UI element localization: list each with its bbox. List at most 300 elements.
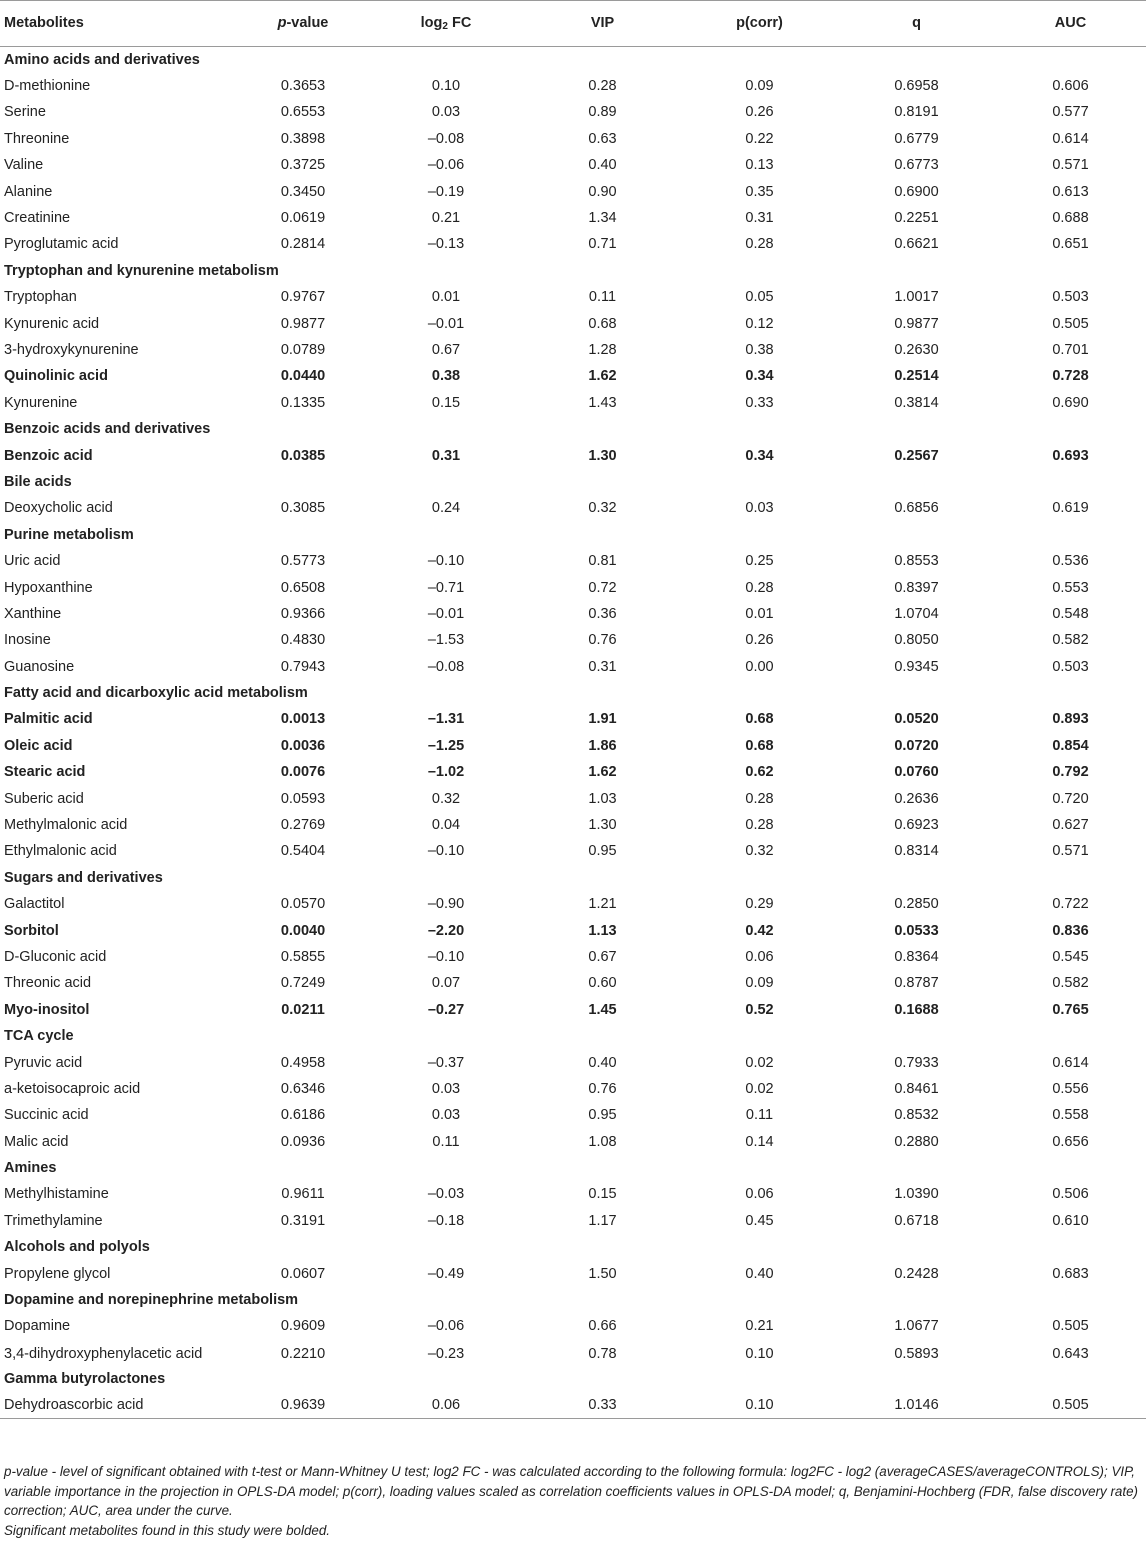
auc-cell: 0.505 [1052,1318,1089,1335]
q-value-cell: 0.2251 [894,210,939,227]
pcorr-cell: 0.34 [745,368,774,385]
p-value-cell: 0.6186 [280,1107,326,1124]
metabolite-name-cell: Palmitic acid [4,711,93,728]
vip-cell: 0.81 [588,553,617,570]
pcorr-cell: 0.34 [745,447,774,464]
table-header [0,1,1146,47]
table-row [0,601,1146,627]
metabolite-name-cell: Serine [4,104,46,121]
log2-fc-cell: 0.10 [431,78,461,95]
metabolite-name-cell: Quinolinic acid [4,368,108,385]
metabolite-name-cell: Tryptophan [4,289,77,306]
header-p-value [238,1,368,47]
metabolite-name-cell: Suberic acid [4,790,84,807]
q-value-cell: 0.3814 [894,394,939,411]
p-value-cell: 0.6346 [280,1080,326,1097]
table-row [0,917,1146,943]
table-row [0,627,1146,653]
p-value-cell: 0.3450 [280,183,326,200]
section-row [0,680,1146,706]
q-value-cell: 0.8532 [894,1107,939,1124]
auc-cell: 0.614 [1052,130,1089,147]
q-value-cell: 0.2428 [894,1265,939,1282]
q-value-cell: 0.6900 [894,183,939,200]
p-value-cell: 0.0385 [280,447,326,464]
log2-fc-cell: –0.10 [427,948,465,965]
section-label: Gamma butyrolactones [4,1371,166,1388]
table-row [0,1181,1146,1207]
metabolite-name-cell: Dehydroascorbic acid [0,1392,238,1418]
log2-fc-cell: 0.07 [431,975,461,992]
footnote-significance: Significant metabolites found in this study were bolded. [4,1522,331,1538]
p-value-cell: 0.9609 [280,1318,326,1335]
p-value-cell: 0.5855 [280,948,326,965]
log2-fc-cell: –0.10 [427,553,465,570]
section-row [0,258,1146,284]
p-value-cell: 0.9366 [280,605,326,622]
auc-cell: 0.577 [1052,104,1089,121]
table-footnote [4,1462,1142,1540]
pcorr-cell: 0.03 [745,500,774,517]
table-row [0,838,1146,864]
section-row [0,1023,1146,1049]
p-value-cell: 0.6508 [280,579,326,596]
p-value-cell: 0.0440 [280,368,326,385]
q-value-cell: 0.2850 [894,896,939,913]
pcorr-cell: 0.33 [745,394,774,411]
p-value-cell: 0.7943 [280,658,326,675]
log2-fc-cell: –0.49 [427,1265,465,1282]
pcorr-cell: 0.25 [745,553,774,570]
table-row [0,126,1146,152]
pcorr-cell: 0.28 [745,790,774,807]
table-row [0,1260,1146,1286]
log2-fc-cell: –0.13 [427,236,465,253]
pcorr-cell: 0.28 [745,236,774,253]
table-row [0,178,1146,204]
pcorr-cell: 0.42 [745,922,774,939]
p-value-cell: 0.0593 [280,790,326,807]
pcorr-cell: 0.62 [745,764,774,781]
vip-cell: 0.40 [588,1054,617,1071]
pcorr-cell: 0.26 [745,632,774,649]
section-label: Sugars and derivatives [4,869,163,886]
table-row [0,390,1146,416]
metabolite-name-cell: Xanthine [4,605,62,622]
table-row [0,1313,1146,1339]
section-label: Bile acids [4,473,72,490]
metabolite-name-cell: Benzoic acid [4,447,93,464]
auc-cell: 0.505 [995,1392,1146,1418]
p-value-cell: 0.9639 [238,1392,368,1418]
auc-cell: 0.728 [1052,368,1089,385]
p-value-cell: 0.9611 [281,1186,325,1203]
q-value-cell: 0.6923 [894,817,939,834]
auc-cell: 0.720 [1052,790,1089,807]
log2-fc-cell: 0.38 [431,368,461,385]
table-row [0,944,1146,970]
vip-cell: 0.90 [588,183,617,200]
auc-cell: 0.610 [1052,1212,1089,1229]
q-value-cell: 1.0677 [894,1318,939,1335]
vip-cell: 0.66 [588,1318,617,1335]
section-label: Purine metabolism [4,526,134,543]
table-row [0,812,1146,838]
vip-cell: 1.08 [588,1133,617,1150]
q-value-cell: 0.8553 [894,553,939,570]
q-value-cell: 0.6773 [894,157,939,174]
pcorr-cell: 0.32 [745,843,774,860]
vip-cell: 0.71 [588,236,617,253]
q-value-cell: 0.0760 [894,764,939,781]
log2-fc-cell: 0.06 [368,1392,524,1418]
q-value-cell: 0.0720 [894,737,939,754]
vip-cell: 0.28 [588,78,617,95]
section-row [0,416,1146,442]
vip-cell: 0.95 [588,843,617,860]
q-value-cell: 0.0520 [894,711,939,728]
table-row [0,1208,1146,1234]
log2-fc-cell: –0.10 [427,843,465,860]
pcorr-cell: 0.13 [745,157,774,174]
log2-fc-cell: 0.67 [431,341,461,358]
metabolite-name-cell: D-methionine [4,78,91,95]
p-value-cell: 0.0040 [280,922,326,939]
p-value-cell: 0.5404 [280,843,326,860]
section-label: TCA cycle [4,1028,74,1045]
log2-fc-cell: 0.01 [431,289,461,306]
vip-cell: 1.43 [588,394,617,411]
header-log2-fc-suffix: FC [447,15,472,31]
auc-cell: 0.558 [1052,1107,1089,1124]
header-q: q [838,1,995,47]
auc-cell: 0.693 [1052,447,1089,464]
p-value-cell: 0.0936 [280,1133,326,1150]
log2-fc-cell: 0.32 [431,790,461,807]
auc-cell: 0.651 [1052,236,1089,253]
metabolite-name-cell: 3,4-dihydroxyphenylacetic acid [4,1345,203,1362]
p-value-cell: 0.7249 [280,975,326,992]
pcorr-cell: 0.28 [745,579,774,596]
vip-cell: 1.30 [588,447,617,464]
table-row [0,73,1146,99]
log2-fc-cell: –2.20 [427,922,465,939]
q-value-cell: 0.1688 [894,1001,939,1018]
auc-cell: 0.503 [1052,658,1089,675]
table-row [0,997,1146,1023]
table-row [0,1129,1146,1155]
q-value-cell: 0.6718 [894,1212,939,1229]
table-row [0,205,1146,231]
pcorr-cell: 0.10 [681,1392,838,1418]
metabolite-name-cell: Valine [4,157,44,174]
log2-fc-cell: –0.18 [427,1212,465,1229]
vip-cell: 0.15 [588,1186,617,1203]
auc-cell: 0.553 [1052,579,1089,596]
vip-cell: 1.50 [588,1265,617,1282]
vip-cell: 1.91 [588,711,617,728]
metabolite-name-cell: Pyroglutamic acid [4,236,119,253]
table-row [0,706,1146,732]
metabolite-name-cell: Oleic acid [4,737,73,754]
log2-fc-cell: –0.01 [427,315,465,332]
p-value-cell: 0.4958 [280,1054,326,1071]
section-row [0,1234,1146,1260]
pcorr-cell: 0.02 [745,1080,774,1097]
metabolite-name-cell: Guanosine [4,658,75,675]
q-value-cell: 0.9345 [894,658,939,675]
header-p-value-italic: p [277,15,287,31]
log2-fc-cell: –0.06 [427,157,465,174]
auc-cell: 0.571 [1052,843,1089,860]
section-label: Alcohols and polyols [4,1239,150,1256]
vip-cell: 0.32 [588,500,617,517]
p-value-cell: 0.2814 [280,236,326,253]
section-row [0,1287,1146,1313]
auc-cell: 0.548 [1052,605,1089,622]
q-value-cell: 0.6621 [894,236,939,253]
auc-cell: 0.582 [1052,632,1089,649]
q-value-cell: 0.5893 [894,1345,939,1362]
log2-fc-cell: –0.27 [427,1001,465,1018]
pcorr-cell: 0.38 [745,341,774,358]
header-vip: VIP [524,1,681,47]
q-value-cell: 0.8314 [894,843,939,860]
vip-cell: 1.03 [588,790,617,807]
p-value-cell: 0.2210 [280,1345,326,1362]
log2-fc-cell: 0.11 [432,1133,460,1150]
q-value-cell: 0.2514 [894,368,939,385]
section-row [0,865,1146,891]
pcorr-cell: 0.40 [745,1265,774,1282]
metabolite-name-cell: D-Gluconic acid [4,948,107,965]
p-value-cell: 0.6553 [280,104,326,121]
table-row [0,442,1146,468]
p-value-cell: 0.0036 [280,737,326,754]
log2-fc-cell: –1.02 [427,764,465,781]
pcorr-cell: 0.06 [745,948,774,965]
section-row [0,522,1146,548]
pcorr-cell: 0.11 [745,1107,774,1124]
q-value-cell: 0.8191 [894,104,939,121]
vip-cell: 0.36 [588,605,617,622]
metabolite-name-cell: Hypoxanthine [4,579,93,596]
vip-cell: 0.40 [588,157,617,174]
vip-cell: 0.67 [588,948,617,965]
auc-cell: 0.627 [1052,817,1089,834]
p-value-cell: 0.0211 [281,1001,325,1018]
footnote-abbreviations: p-value - level of significant obtained with t-test or Mann-Whitney U test; log2 FC - was calculated according to the following formula: log2FC - log2 (averageCASES/averageCONTROLS); VIP, variable importance in the projection in OPLS-DA model; p(corr), loading values scaled as correlation coefficients values in OPLS-DA model; q, Benjamini-Hochberg (FDR, false discovery rate) correction; AUC, area under the curve. [4,1464,1138,1519]
p-value-cell: 0.0013 [280,711,326,728]
vip-cell: 1.28 [588,341,617,358]
vip-cell: 0.72 [588,579,617,596]
q-value-cell: 0.2567 [894,447,939,464]
pcorr-cell: 0.68 [745,737,774,754]
metabolite-name-cell: Deoxycholic acid [4,500,113,517]
vip-cell: 1.86 [588,737,617,754]
p-value-cell: 0.4830 [280,632,326,649]
p-value-cell: 0.3191 [280,1212,326,1229]
vip-cell: 1.62 [588,764,617,781]
table-row [0,733,1146,759]
auc-cell: 0.614 [1052,1054,1089,1071]
metabolite-name-cell: Methylhistamine [4,1186,109,1203]
header-log2-fc-sub: 2 [442,21,448,32]
section-row [0,47,1146,73]
log2-fc-cell: –0.23 [427,1345,465,1362]
table-body [0,47,1146,1419]
vip-cell: 1.45 [588,1001,617,1018]
log2-fc-cell: –1.25 [427,737,465,754]
auc-cell: 0.765 [1052,1001,1089,1018]
log2-fc-cell: –0.90 [427,896,465,913]
vip-cell: 0.63 [588,130,617,147]
pcorr-cell: 0.12 [745,315,774,332]
table-row [0,759,1146,785]
vip-cell: 0.89 [588,104,617,121]
metabolite-name-cell: Sorbitol [4,922,59,939]
table-row [0,1340,1146,1366]
q-value-cell: 1.0704 [894,605,939,622]
log2-fc-cell: 0.03 [431,104,461,121]
log2-fc-cell: 0.03 [431,1080,461,1097]
auc-cell: 0.506 [1052,1186,1089,1203]
q-value-cell: 0.6856 [894,500,939,517]
p-value-cell: 0.0619 [280,210,326,227]
pcorr-cell: 0.26 [745,104,774,121]
section-row [0,469,1146,495]
q-value-cell: 1.0017 [894,289,939,306]
metabolite-name-cell: 3-hydroxykynurenine [4,341,139,358]
table-row [0,1392,1146,1418]
table-row [0,495,1146,521]
q-value-cell: 0.2636 [894,790,939,807]
vip-cell: 0.95 [588,1107,617,1124]
auc-cell: 0.893 [1052,711,1089,728]
metabolite-name-cell: Threonic acid [4,975,92,992]
pcorr-cell: 0.45 [745,1212,774,1229]
q-value-cell: 0.8787 [894,975,939,992]
auc-cell: 0.722 [1052,896,1089,913]
q-value-cell: 0.2630 [894,341,939,358]
header-pcorr: p(corr) [681,1,838,47]
p-value-cell: 0.3085 [280,500,326,517]
vip-cell: 1.17 [588,1212,617,1229]
metabolite-name-cell: Ethylmalonic acid [4,843,117,860]
p-value-cell: 0.9767 [280,289,326,306]
log2-fc-cell: 0.03 [431,1107,461,1124]
p-value-cell: 0.2769 [280,817,326,834]
table-row [0,284,1146,310]
auc-cell: 0.619 [1052,500,1089,517]
metabolite-name-cell: Creatinine [4,210,71,227]
table-row [0,970,1146,996]
log2-fc-cell: –1.31 [427,711,465,728]
vip-cell: 1.30 [588,817,617,834]
auc-cell: 0.854 [1052,737,1089,754]
table-row [0,337,1146,363]
log2-fc-cell: –0.06 [427,1318,465,1335]
table-row [0,891,1146,917]
vip-cell: 0.68 [588,315,617,332]
log2-fc-cell: –1.53 [427,632,465,649]
pcorr-cell: 0.10 [745,1345,774,1362]
section-row [0,1366,1146,1392]
metabolite-name-cell: Myo-inositol [4,1001,90,1018]
metabolite-name-cell: Succinic acid [4,1107,89,1124]
table-row [0,363,1146,389]
vip-cell: 0.76 [588,632,617,649]
pcorr-cell: 0.52 [745,1001,774,1018]
pcorr-cell: 0.31 [745,210,774,227]
table-row [0,1049,1146,1075]
auc-cell: 0.582 [1052,975,1089,992]
log2-fc-cell: –0.37 [427,1054,465,1071]
header-log2-fc [368,1,524,47]
table-row [0,99,1146,125]
q-value-cell: 0.6958 [894,78,939,95]
pcorr-cell: 0.68 [745,711,774,728]
q-value-cell: 0.8461 [894,1080,939,1097]
table-row [0,548,1146,574]
table-row [0,653,1146,679]
pcorr-cell: 0.09 [745,78,774,95]
p-value-cell: 0.0607 [280,1265,326,1282]
vip-cell: 0.31 [588,658,617,675]
log2-fc-cell: 0.15 [431,394,461,411]
log2-fc-cell: 0.21 [431,210,461,227]
vip-cell: 0.78 [588,1345,617,1362]
log2-fc-cell: –0.19 [427,183,465,200]
section-row [0,1155,1146,1181]
section-label: Dopamine and norepinephrine metabolism [4,1292,299,1309]
q-value-cell: 0.6779 [894,130,939,147]
p-value-cell: 0.3725 [280,157,326,174]
auc-cell: 0.701 [1052,341,1089,358]
log2-fc-cell: 0.24 [431,500,461,517]
pcorr-cell: 0.09 [745,975,774,992]
table-row [0,574,1146,600]
metabolite-name-cell: Trimethylamine [4,1212,103,1229]
metabolite-name-cell: Kynurenine [4,394,78,411]
auc-cell: 0.545 [1052,948,1089,965]
log2-fc-cell: –0.03 [427,1186,465,1203]
auc-cell: 0.536 [1052,553,1089,570]
pcorr-cell: 0.29 [745,896,774,913]
metabolite-name-cell: Methylmalonic acid [4,817,128,834]
log2-fc-cell: –0.01 [427,605,465,622]
metabolite-name-cell: Inosine [4,632,51,649]
metabolite-name-cell: Kynurenic acid [4,315,100,332]
table-row [0,785,1146,811]
auc-cell: 0.606 [1052,78,1089,95]
auc-cell: 0.643 [1052,1345,1089,1362]
pcorr-cell: 0.22 [745,130,774,147]
header-metabolites: Metabolites [0,1,238,47]
auc-cell: 0.613 [1052,183,1089,200]
log2-fc-cell: 0.31 [431,447,461,464]
pcorr-cell: 0.00 [745,658,774,675]
section-label: Fatty acid and dicarboxylic acid metabolism [4,685,308,702]
header-log2-fc-log: log [420,15,443,31]
q-value-cell: 0.9877 [894,315,939,332]
auc-cell: 0.690 [1052,394,1089,411]
header-p-value-suffix: -value [286,15,329,31]
p-value-cell: 0.3653 [280,78,326,95]
pcorr-cell: 0.35 [745,183,774,200]
metabolite-name-cell: Stearic acid [4,764,86,781]
p-value-cell: 0.9877 [280,315,326,332]
